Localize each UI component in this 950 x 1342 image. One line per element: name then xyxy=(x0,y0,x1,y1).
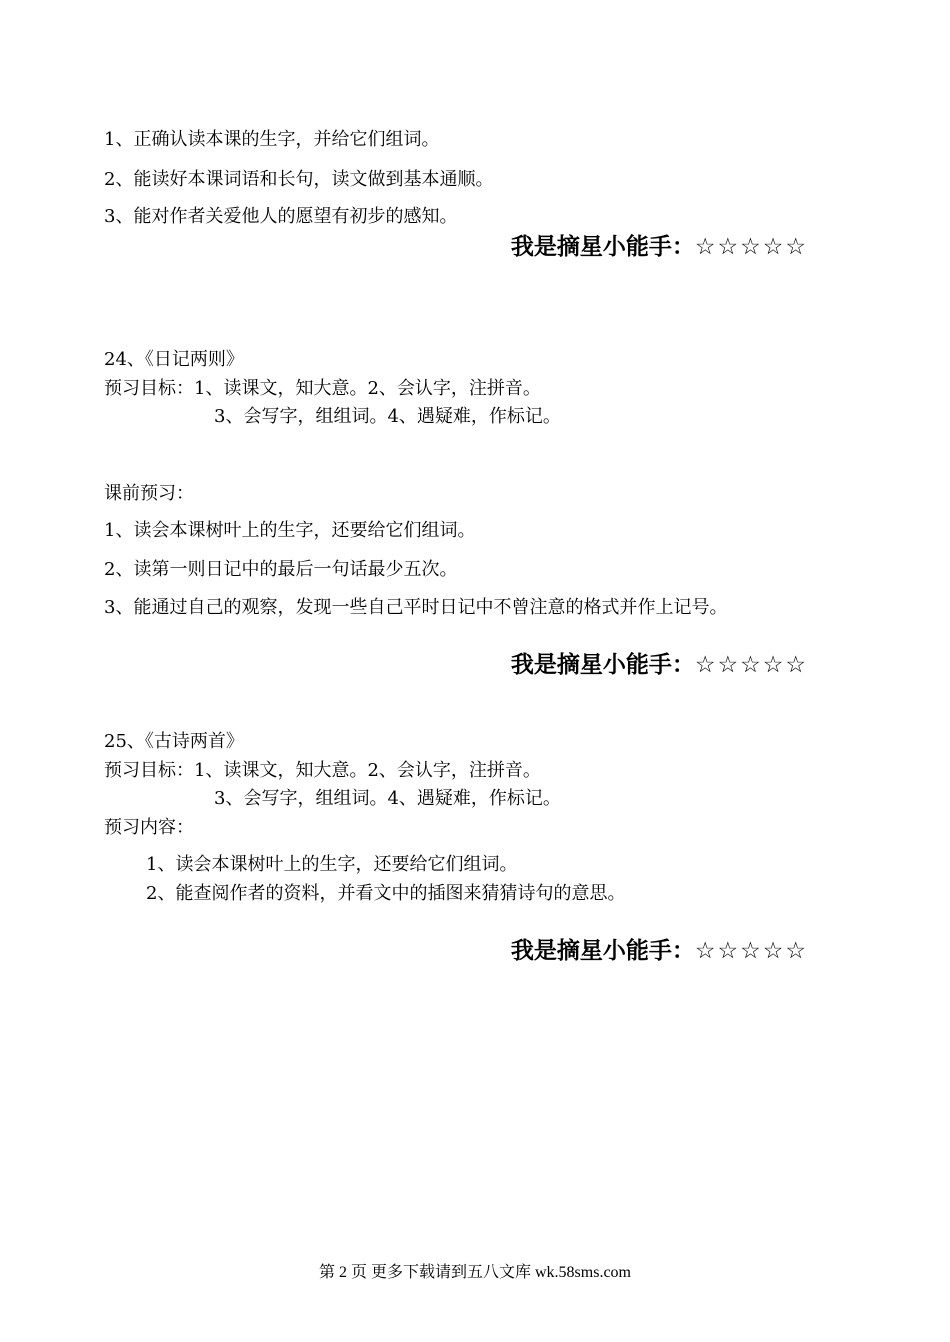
section2-preview-heading: 课前预习： xyxy=(104,483,194,504)
section3-goals-line2: 3、会写字，组组词。4、遇疑难，作标记。 xyxy=(214,788,561,809)
section3-title: 25、《古诗两首》 xyxy=(104,731,244,752)
section2-item-3: 3、能通过自己的观察，发现一些自己平时日记中不曾注意的格式并作上记号。 xyxy=(104,597,728,618)
star-rating-label: 我是摘星小能手： xyxy=(510,234,695,260)
section2-goals-line1: 预习目标：1、读课文，知大意。2、会认字，注拼音。 xyxy=(104,378,541,399)
star-rating-label: 我是摘星小能手： xyxy=(510,652,695,678)
section1-item-3: 3、能对作者关爱他人的愿望有初步的感知。 xyxy=(104,206,458,227)
star-rating-stars[interactable]: ☆☆☆☆☆ xyxy=(694,234,808,260)
star-rating-label: 我是摘星小能手： xyxy=(510,938,695,964)
section2-star-rating xyxy=(511,650,808,680)
section1-item-2: 2、能读好本课词语和长句，读文做到基本通顺。 xyxy=(104,169,494,190)
section2-goals-line2: 3、会写字，组组词。4、遇疑难，作标记。 xyxy=(214,406,561,427)
section3-item-1: 1、读会本课树叶上的生字，还要给它们组词。 xyxy=(146,854,518,875)
star-rating-stars[interactable]: ☆☆☆☆☆ xyxy=(694,938,808,964)
section1-star-rating xyxy=(511,232,808,262)
section2-item-2: 2、读第一则日记中的最后一句话最少五次。 xyxy=(104,559,458,580)
section2-item-1: 1、读会本课树叶上的生字，还要给它们组词。 xyxy=(104,520,476,541)
star-rating-stars[interactable]: ☆☆☆☆☆ xyxy=(694,652,808,678)
section3-goals-line1: 预习目标：1、读课文，知大意。2、会认字，注拼音。 xyxy=(104,760,541,781)
page-footer: 第 2 页 更多下载请到五八文库 wk.58sms.com xyxy=(318,1264,631,1281)
section2-title: 24、《日记两则》 xyxy=(104,349,244,370)
section1-item-1: 1、正确认读本课的生字，并给它们组词。 xyxy=(104,129,440,150)
section3-content-heading: 预习内容： xyxy=(104,817,194,838)
section3-item-2: 2、能查阅作者的资料，并看文中的插图来猜猜诗句的意思。 xyxy=(146,883,626,904)
section3-star-rating xyxy=(511,936,808,966)
